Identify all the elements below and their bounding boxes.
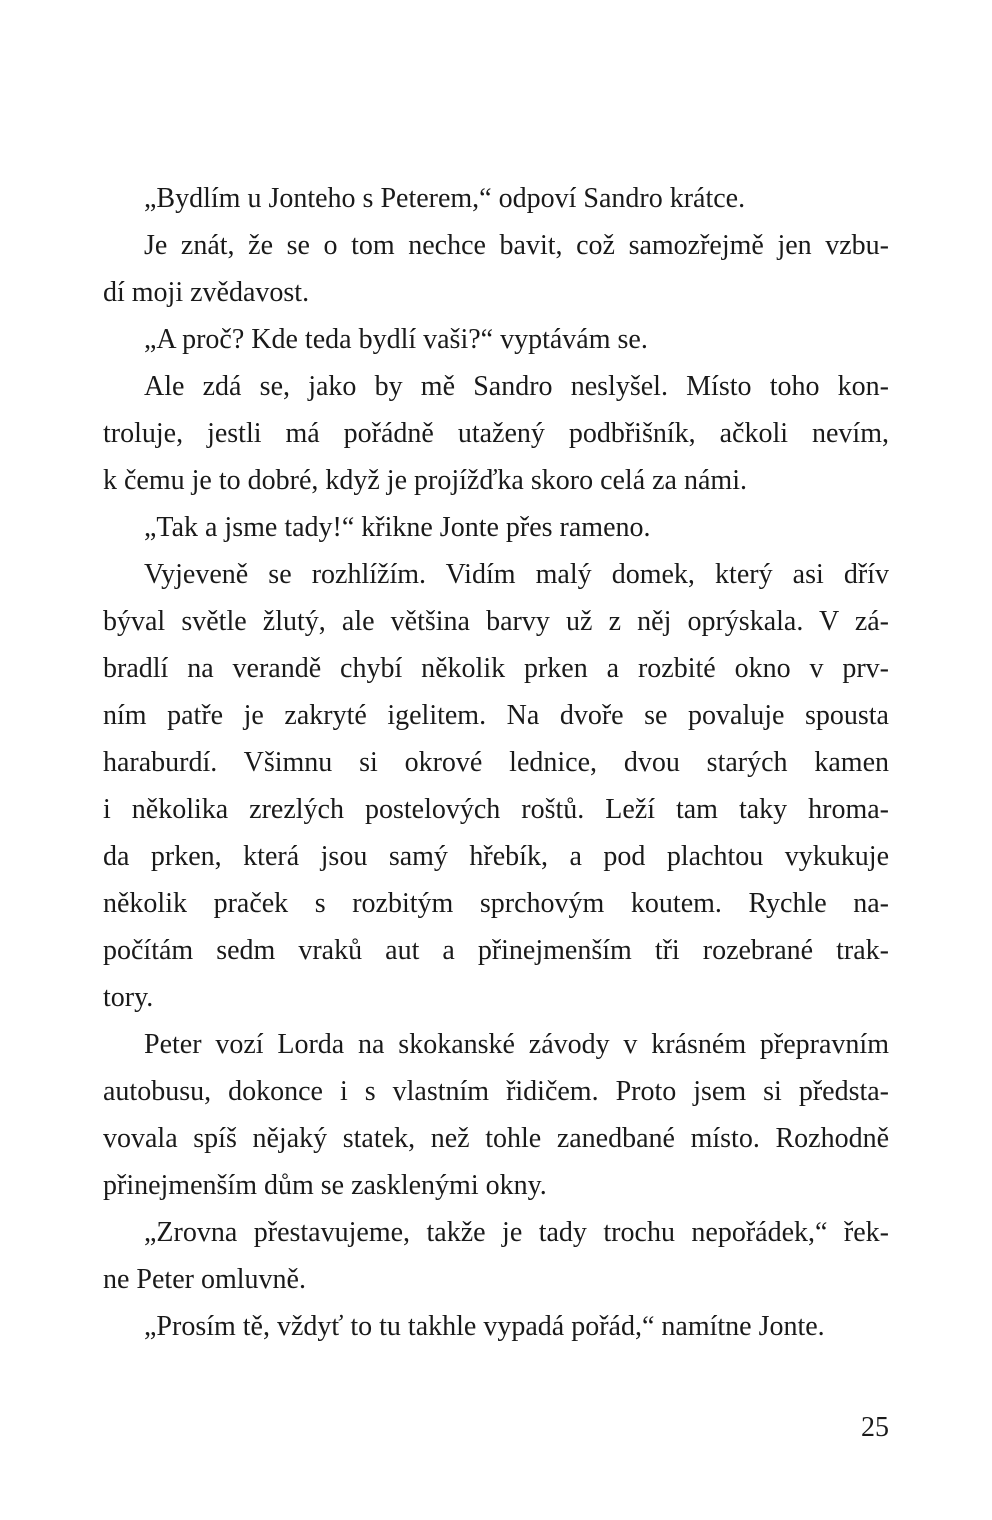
text-line: „Prosím tě, vždyť to tu takhle vypadá pořád,“ namítne Jonte. bbox=[144, 1311, 825, 1342]
text-line: Je znát, že se o tom nechce bavit, což samozřejmě jen vzbu- bbox=[144, 230, 889, 261]
text-line: ne Peter omluvně. bbox=[103, 1264, 306, 1295]
text-line: i několika zrezlých postelových roštů. Leží tam taky hroma- bbox=[103, 794, 889, 825]
text-line: k čemu je to dobré, když je projížďka skoro celá za námi. bbox=[103, 465, 747, 496]
text-line: Ale zdá se, jako by mě Sandro neslyšel. Místo toho kon- bbox=[144, 371, 889, 402]
text-line: ním patře je zakryté igelitem. Na dvoře se povaluje spousta bbox=[103, 700, 889, 731]
text-line: „A proč? Kde teda bydlí vaši?“ vyptávám se. bbox=[144, 324, 648, 355]
text-line: autobusu, dokonce i s vlastním řidičem. Proto jsem si předsta- bbox=[103, 1076, 889, 1107]
text-line: „Tak a jsme tady!“ křikne Jonte přes rameno. bbox=[144, 512, 651, 543]
text-line: tory. bbox=[103, 982, 154, 1013]
text-line: „Zrovna přestavujeme, takže je tady trochu nepořádek,“ řek- bbox=[144, 1217, 889, 1248]
text-line: Vyjeveně se rozhlížím. Vidím malý domek, který asi dřív bbox=[144, 559, 889, 590]
text-line: bradlí na verandě chybí několik prken a rozbité okno v prv- bbox=[103, 653, 889, 684]
text-line: několik praček s rozbitým sprchovým koutem. Rychle na- bbox=[103, 888, 889, 919]
text-line: Peter vozí Lorda na skokanské závody v krásném přepravním bbox=[144, 1029, 889, 1060]
text-line: počítám sedm vraků aut a přinejmenším tři rozebrané trak- bbox=[103, 935, 889, 966]
text-line: troluje, jestli má pořádně utažený podbřišník, ačkoli nevím, bbox=[103, 418, 889, 449]
page-number: 25 bbox=[861, 1412, 889, 1443]
text-line: haraburdí. Všimnu si okrové lednice, dvou starých kamen bbox=[103, 747, 889, 778]
text-line: vovala spíš nějaký statek, než tohle zanedbané místo. Rozhodně bbox=[103, 1123, 889, 1154]
body-text bbox=[103, 175, 889, 1350]
text-line: býval světle žlutý, ale většina barvy už z něj oprýskala. V zá- bbox=[103, 606, 889, 637]
text-line: „Bydlím u Jonteho s Peterem,“ odpoví Sandro krátce. bbox=[144, 183, 746, 214]
text-line: přinejmenším dům se zasklenými okny. bbox=[103, 1170, 547, 1201]
text-line: dí moji zvědavost. bbox=[103, 277, 310, 308]
text-line: da prken, která jsou samý hřebík, a pod plachtou vykukuje bbox=[103, 841, 889, 872]
